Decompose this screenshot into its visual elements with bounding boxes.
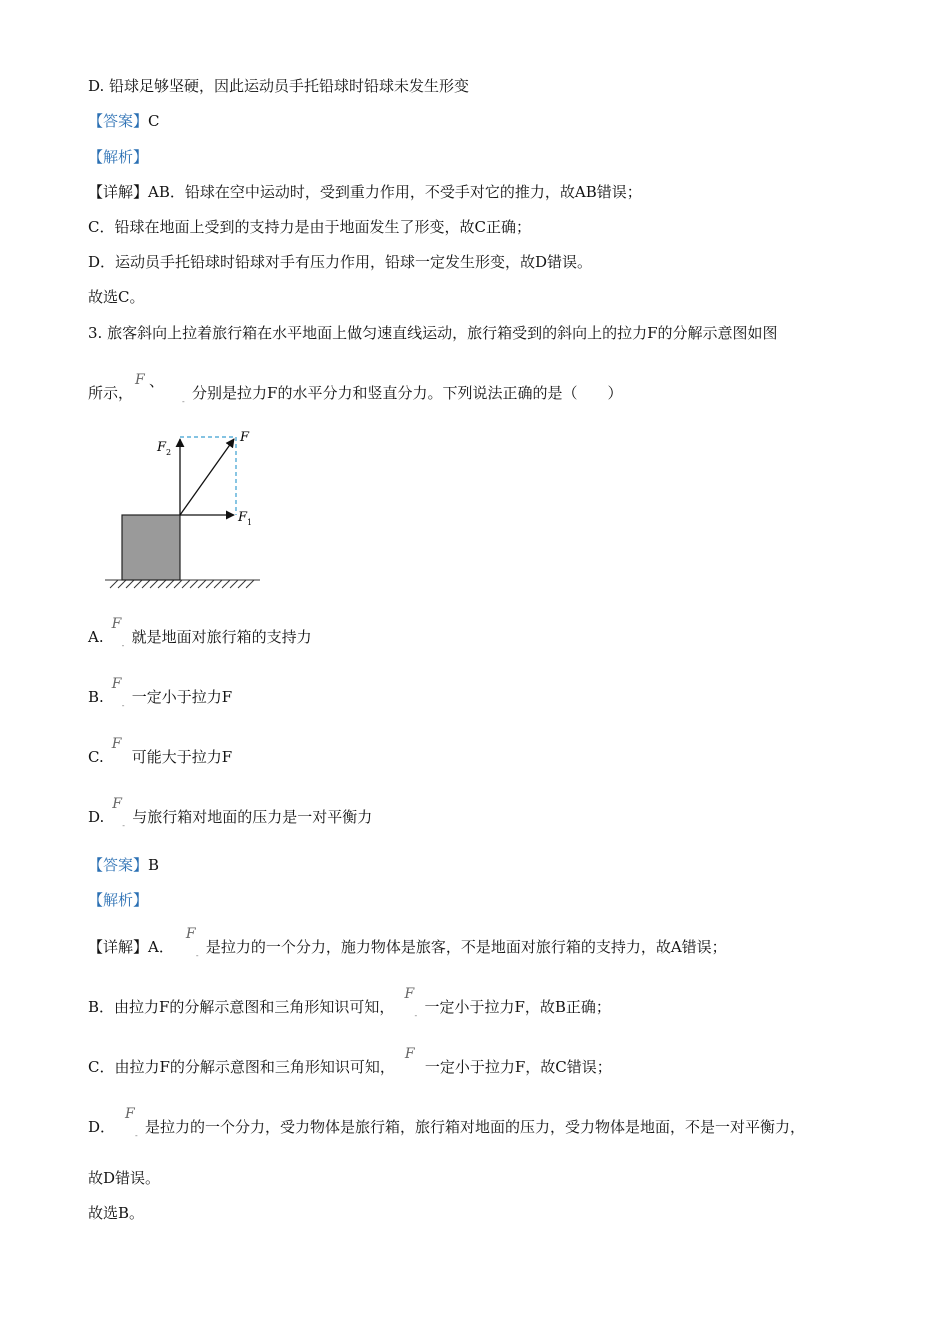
label-f2: F xyxy=(157,440,167,455)
suitcase-box xyxy=(122,515,180,580)
option-a[interactable]: A. F - 就是地面对旅行箱的支持力 xyxy=(88,616,312,650)
text-line: 【详解】AB．铅球在空中运动时，受到重力作用，不受手对它的推力，故AB错误； xyxy=(88,183,642,201)
math-f-symbol: F xyxy=(111,736,122,752)
question-text: 3. 旅客斜向上拉着旅行箱在水平地面上做匀速直线运动，旅行箱受到的斜向上的拉力F的分解示意图如图 xyxy=(88,324,778,342)
math-f-symbol: F - xyxy=(185,926,199,960)
math-f-symbol: F - xyxy=(404,986,418,1020)
math-f-symbol: F - xyxy=(111,676,125,710)
math-f-symbol: F xyxy=(404,1046,415,1062)
label-f1-sub: 1 xyxy=(247,518,253,527)
analysis-tag: 【解析】 xyxy=(88,148,149,166)
text-line: C．铅球在地面上受到的支持力是由于地面发生了形变，故C正确； xyxy=(88,218,531,236)
detail-line: B．由拉力F的分解示意图和三角形知识可知， F - 一定小于拉力F，故B正确； xyxy=(88,986,611,1020)
answer-value: C xyxy=(148,112,160,130)
text-line: 故D错误。 xyxy=(88,1169,161,1187)
math-f-symbol: F - xyxy=(125,1106,138,1140)
math-f1-symbol: F xyxy=(135,372,145,388)
force-decomposition-figure xyxy=(100,425,270,595)
text-line: 故选B。 xyxy=(88,1204,145,1222)
answer-tag: 【答案】 xyxy=(88,856,149,874)
answer-line xyxy=(88,855,159,875)
option-b[interactable]: B. F - 一定小于拉力F xyxy=(88,676,233,710)
answer-value: B xyxy=(148,856,160,874)
detail-line: D． F - 是拉力的一个分力，受力物体是旅行箱，旅行箱对地面的压力，受力物体是地面，不是一对平衡力， xyxy=(88,1106,806,1140)
text-line: D. 铅球足够坚硬，因此运动员手托铅球时铅球未发生形变 xyxy=(88,77,470,95)
option-c[interactable]: C. F 可能大于拉力F xyxy=(88,736,233,766)
detail-line: C．由拉力F的分解示意图和三角形知识可知， F 一定小于拉力F，故C错误； xyxy=(88,1046,612,1076)
answer-line xyxy=(88,111,160,131)
question-text-cont: 所示， F 、 - 分别是拉力F的水平分力和竖直分力。下列说法正确的是（ ） xyxy=(88,372,623,406)
label-f1: F xyxy=(238,510,248,525)
ground-hatching xyxy=(105,580,260,588)
analysis-tag: 【解析】 xyxy=(88,891,149,909)
math-f2-symbol: - xyxy=(182,397,185,406)
math-f-symbol: F - xyxy=(111,616,125,650)
text-line: D．运动员手托铅球时铅球对手有压力作用，铅球一定发生形变，故D错误。 xyxy=(88,253,593,271)
text-line: 故选C。 xyxy=(88,288,145,306)
answer-tag: 【答案】 xyxy=(88,112,149,130)
math-f-symbol: F - xyxy=(112,796,125,830)
detail-line: 【详解】A． F - 是拉力的一个分力，施力物体是旅客，不是地面对旅行箱的支持力，故A错误； xyxy=(88,926,727,960)
arrow-f xyxy=(180,439,234,515)
label-f: F xyxy=(240,430,250,445)
label-f2-sub: 2 xyxy=(166,448,172,457)
option-d[interactable]: D. F - 与旅行箱对地面的压力是一对平衡力 xyxy=(88,796,373,830)
